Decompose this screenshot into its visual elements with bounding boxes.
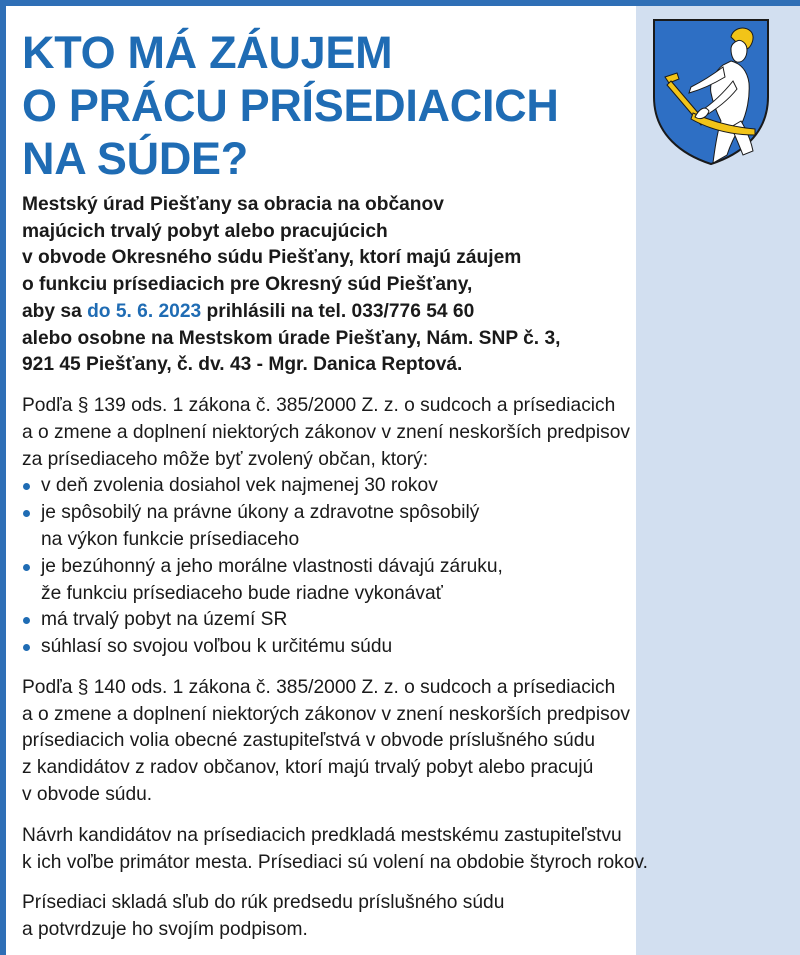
paragraph-line: Návrh kandidátov na prísediacich predkladá mestskému zastupiteľstvu <box>22 824 622 846</box>
paragraph-line: a o zmene a doplnení niektorých zákonov v znení neskorších predpisov <box>22 703 630 725</box>
bullet-icon <box>23 617 30 624</box>
list-item-text: je bezúhonný a jeho morálne vlastnosti dávajú záruku, <box>41 555 503 577</box>
bullet-icon <box>23 483 30 490</box>
phone-text: prihlásili na tel. 033/776 54 60 <box>201 300 475 322</box>
list-item-text: je spôsobilý na právne úkony a zdravotne spôsobilý <box>41 502 480 524</box>
title-line-2: O PRÁCU PRÍSEDIACICH <box>22 80 559 131</box>
list-item-text: že funkciu prísediaceho bude riadne vykonávať <box>41 582 443 604</box>
lead-text: aby sa <box>22 300 88 322</box>
paragraph-line: Podľa § 140 ods. 1 zákona č. 385/2000 Z. z. o sudcoch a prísediacich <box>22 676 616 698</box>
list-item <box>22 634 792 661</box>
lead-line: v obvode Okresného súdu Piešťany, ktorí majú záujem <box>22 247 522 269</box>
title-line-3: NA SÚDE? <box>22 133 248 184</box>
bullet-icon <box>23 644 30 651</box>
deadline-date: do 5. 6. 2023 <box>87 300 202 322</box>
list-item-text: súhlasí so svojou voľbou k určitému súdu <box>41 636 393 658</box>
paragraph-line: Prísediaci skladá sľub do rúk predsedu príslušného súdu <box>22 892 505 914</box>
criteria-list <box>22 473 792 661</box>
bullet-icon <box>23 564 30 571</box>
bullet-icon <box>23 510 30 517</box>
list-item <box>22 500 792 554</box>
list-item-text: na výkon funkcie prísediaceho <box>41 528 300 550</box>
lead-line: Mestský úrad Piešťany sa obracia na občanov <box>22 194 444 215</box>
paragraph-line: prísediacich volia obecné zastupiteľstvá v obvode príslušného súdu <box>22 730 596 752</box>
lead-line: 921 45 Piešťany, č. dv. 43 - Mgr. Danica Reptová. <box>22 354 463 376</box>
paragraph-line: a potvrdzuje ho svojím podpisom. <box>22 919 308 941</box>
lead-line-deadline <box>22 299 792 326</box>
list-item-text: v deň zvolenia dosiahol vek najmenej 30 rokov <box>41 475 438 497</box>
paragraph-line: za prísediaceho môže byť zvolený občan, ktorý: <box>22 448 429 470</box>
paragraph-line: Podľa § 139 ods. 1 zákona č. 385/2000 Z. z. o sudcoch a prísediacich <box>22 394 616 416</box>
page-title <box>22 26 792 185</box>
section-election <box>22 675 792 809</box>
paragraph-line: z kandidátov z radov občanov, ktorí majú trvalý pobyt alebo pracujú <box>22 757 594 779</box>
section-nomination <box>22 823 792 877</box>
title-line-1: KTO MÁ ZÁUJEM <box>22 27 393 78</box>
list-item <box>22 473 792 500</box>
paragraph-line: k ich voľbe primátor mesta. Prísediaci sú volení na obdobie štyroch rokov. <box>22 851 648 873</box>
lead-line: alebo osobne na Mestskom úrade Piešťany, Nám. SNP č. 3, <box>22 327 561 349</box>
paragraph-line: a o zmene a doplnení niektorých zákonov v znení neskorších predpisov <box>22 421 630 443</box>
notice-content <box>22 26 792 944</box>
section-eligibility <box>22 393 792 661</box>
paragraph-line: v obvode súdu. <box>22 784 153 806</box>
lead-line: majúcich trvalý pobyt alebo pracujúcich <box>22 220 388 242</box>
lead-paragraph <box>22 192 792 379</box>
left-border <box>0 0 6 955</box>
section-oath <box>22 890 792 944</box>
lead-line: o funkciu prísediacich pre Okresný súd Piešťany, <box>22 274 473 296</box>
list-item <box>22 607 792 634</box>
list-item-text: má trvalý pobyt na území SR <box>41 609 288 631</box>
list-item <box>22 554 792 608</box>
